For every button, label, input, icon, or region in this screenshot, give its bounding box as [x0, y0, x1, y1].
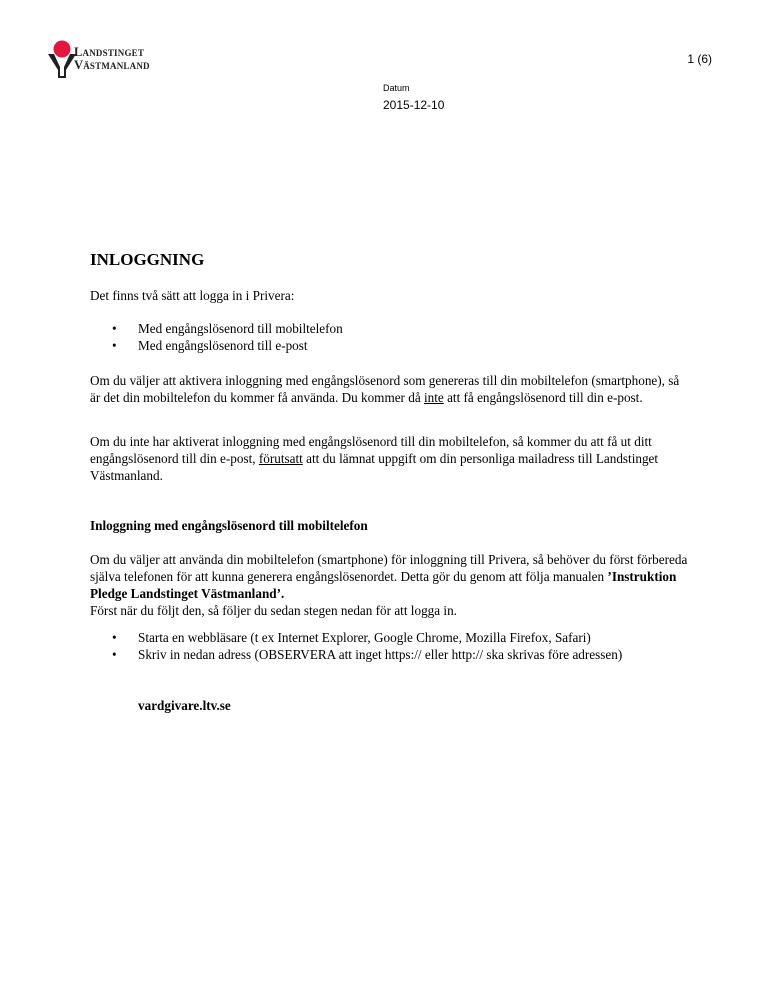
underlined-forutsatt: förutsatt [258, 451, 303, 466]
manual-name: ’Instruktion Pledge Landstinget Västmanland’. [90, 569, 677, 601]
intro-text: Det finns två sätt att logga in i Privera: [90, 288, 295, 303]
date-value: 2015-12-10 [383, 98, 445, 112]
methods-list [112, 320, 692, 354]
steps-list [112, 629, 692, 663]
page-number: 1 (6) [687, 52, 712, 66]
document-title: INLOGGNING [90, 250, 205, 269]
logo-text [74, 46, 150, 72]
list-item: • Skriv in nedan adress (OBSERVERA att inget https:// eller http:// ska skrivas före adressen) [112, 646, 692, 663]
address-text: vardgivare.ltv.se [138, 698, 231, 713]
paragraph-instructions: Om du väljer att använda din mobiltelefon (smartphone) för inloggning till Privera, så behöver du först förbereda själva telefonen för att kunna generera engångslösenordet. Detta gör du genom att följa manualen ’Instruktion Pledge Landstinget Västmanland’. Först när du följt den, så följer du sedan stegen nedan för att logga in. [90, 552, 688, 618]
logo-red-circle [54, 41, 71, 58]
logo-figure [48, 54, 76, 78]
logo-line2: Västmanland [74, 58, 150, 72]
underlined-inte: inte [423, 390, 444, 405]
list-item: • Med engångslösenord till e-post [112, 337, 692, 354]
logo-line1: Landstinget [74, 45, 145, 59]
paragraph-mobile-info: Om du väljer att aktivera inloggning med engångslösenord som genereras till din mobiltelefon (smartphone), så är det din mobiltelefon du kommer få använda. Du kommer då inte att få engångslösenord till din e-post. [90, 373, 680, 405]
paragraph-email-info: Om du inte har aktiverat inloggning med engångslösenord till din mobiltelefon, så kommer du att få ut ditt engångslösenord till din e-post, förutsatt att du lämnat uppgift om din personliga mailadress till Landstinget Västmanland. [90, 434, 659, 483]
list-item: • Starta en webbläsare (t ex Internet Explorer, Google Chrome, Mozilla Firefox, Safari) [112, 629, 692, 646]
subheading: Inloggning med engångslösenord till mobiltelefon [90, 518, 368, 533]
date-label: Datum [383, 83, 410, 93]
list-item: • Med engångslösenord till mobiltelefon [112, 320, 692, 337]
